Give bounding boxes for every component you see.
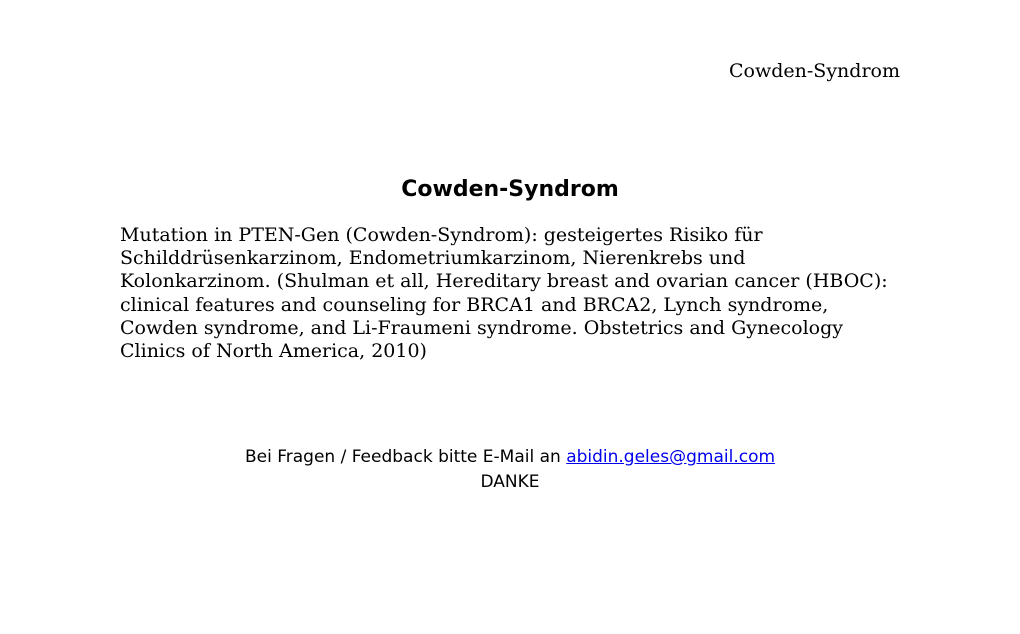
thanks-text: DANKE [480, 472, 540, 492]
footer [0, 445, 1020, 495]
body-paragraph: Mutation in PTEN-Gen (Cowden-Syndrom): gesteigertes Risiko für Schilddrüsenkarzinom, Endometriumkarzinom, Nierenkrebs und Kolonkarzinom. (Shulman et all, Hereditary breast and ovarian cancer (HBOC): clinical features and counseling for BRCA1 and BRCA2, Lynch syndrome, Cowden syndrome, and Li-Fraumeni syndrome. Obstetrics and Gynecology Clinics of North America, 2010) [120, 224, 888, 363]
feedback-prompt: Bei Fragen / Feedback bitte E-Mail an [244, 447, 561, 467]
running-header-title: Cowden-Syndrom [729, 60, 900, 82]
page-title: Cowden-Syndrom [401, 177, 619, 202]
feedback-line [0, 445, 1020, 470]
email-link[interactable]: abidin.geles@gmail.com [566, 447, 776, 467]
